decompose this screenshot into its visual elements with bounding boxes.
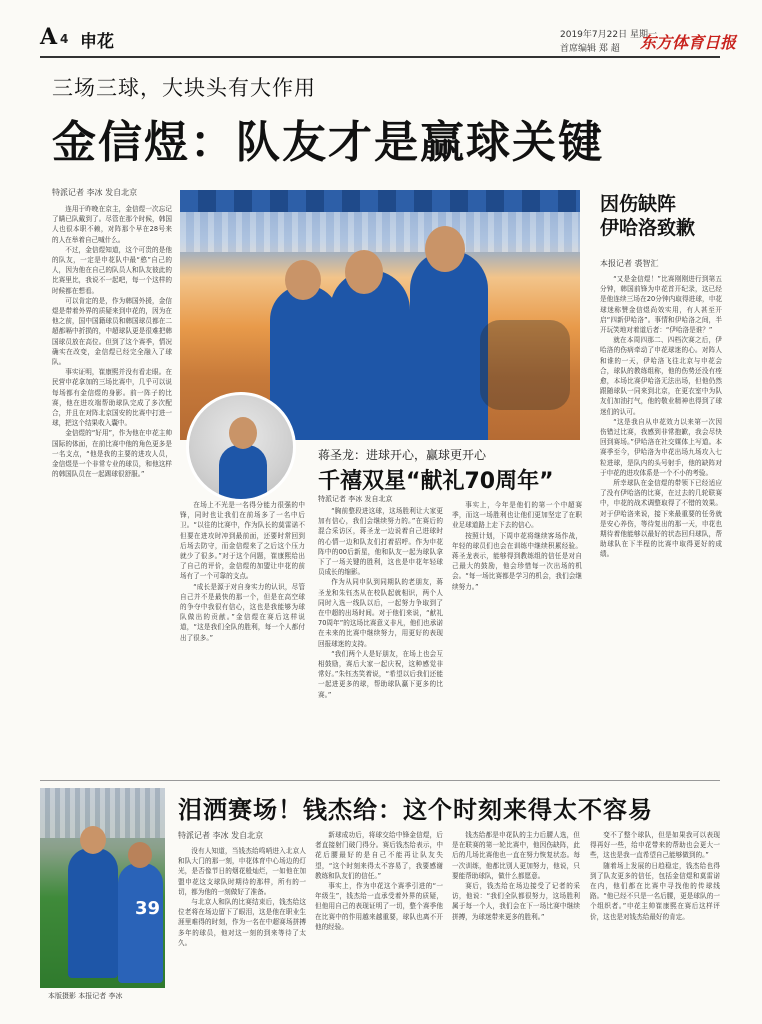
main-byline: 特派记者 李冰 发自北京	[52, 188, 138, 197]
page-letter: A	[40, 24, 58, 50]
paragraph: 按照计划，下周申花将继续客场作战，年轻的球员们也会在训练中继续积累经验。蒋圣龙表示，能够得到教练组的信任是对自己最大的鼓励，他会珍惜每一次出场的机会。“每一场比赛都是学习的机会，我们会继续努力。”	[452, 531, 582, 591]
side-title-line-2: 伊哈洛致歉	[600, 217, 696, 239]
paragraph: “这是我自从申花效力以来第一次因伤错过比赛，我感到非常抱歉，我会尽快回到赛场。”伊哈洛在社交媒体上写道。本赛季至今，伊哈洛为申花出场九场攻入七粒进球，是队内的头号射手，他的缺阵对于申花的进攻体系是一个不小的考验。	[600, 417, 722, 477]
chief-editor: 首席编辑 郑 超	[560, 44, 620, 54]
main-article-column-1	[52, 204, 172, 768]
paragraph: 事实上，今年是他们的第一个中超赛季，而这一场胜利也让他们更加坚定了在职业足球道路上走下去的信心。	[452, 501, 582, 530]
paragraph: 所幸球队在金信煜的带领下已经适应了没有伊哈洛的比赛，在过去的几轮联赛中，申花的战术调整取得了不错的效果。对于伊哈洛来说，接下来最重要的任务就是安心养伤，等待复出的那一天，申花也期待着他能够以最好的状态回归球队，帮助球队在下半程的比赛中取得更好的成绩。	[600, 479, 722, 559]
main-headline: 金信煜：队友才是赢球关键	[52, 117, 604, 168]
photo-article-byline: 特派记者 李冰 发自北京	[318, 495, 393, 503]
bottom-article-column-2	[315, 830, 443, 1018]
section-title: 申花	[80, 32, 114, 52]
paragraph: 新球成功后，将球交给中锋金信煜，后者直接射门破门得分。赛后钱杰给表示，中花后腰最好的是自己不能再让队友失望，“这个时刻来得太不容易了，我要感谢教练和队友们的信任。”	[315, 831, 443, 880]
paragraph: 连用于昨晚在京主，金信煜一次忘记了瞒已队戴到了。尽管在那个时候，韩国人也很本职不赖，对阵那个早在28号来的人在举着自己喊什么。	[52, 205, 172, 244]
paragraph: 不过，金信煜知道，这个可贵的是他的队友，一定是申花队中最“憨”自己的人，因为他在自己的队员人和队友彼此的比赛里比，我说不一起吧，每一个这样的时候都在想看。	[52, 245, 172, 295]
newspaper-masthead: 东方体育日报	[640, 33, 737, 52]
secondary-headline: 千禧双星“献礼70周年”	[318, 469, 554, 494]
side-title-line-1: 因伤缺阵	[600, 193, 677, 215]
paragraph: “胸前整段进这球，这场胜利让大家更加有信心，我们会继续努力的。”在赛后的混合采访区，蒋圣龙一边说着自己进球时的心情一边和队友们打着招呼。作为申花阵中的00后新星，他和队友一起为球队拿下了一场关键的胜利，这也是申花年轻球员成长的缩影。	[318, 507, 443, 577]
photo-credit: 本版摄影 本报记者 李冰	[48, 992, 123, 1000]
player-celebration-photo-bottom: 39	[40, 788, 165, 988]
main-article-column-2	[180, 500, 305, 768]
paragraph: “成长是源于对自身实力的认识，尽管自己并不是最快的那一个，但是在高空球的争夺中我很有信心，这也是我能够为球队做出的贡献。”金信煜在赛后这样说道，“这是我们全队的胜利，每一个人都付出了很多。”	[180, 582, 305, 642]
paragraph: 金信煜的“好用”，作为他在申花主帅国际的体面，在前比赛中他的角色更多是一名支点，“他是我的主要的进攻人员，金信煜是一个非常专业的球员，和他这样的韩国队员在一起踢球很舒服。”	[52, 429, 172, 479]
paragraph: “我们两个人是好朋友，在场上也会互相鼓励，赛后大家一起庆祝，这种感觉非常好。”朱钰杰笑着说，“希望以后我们还能一起进更多的球，帮助球队赢下更多的比赛。”	[318, 649, 443, 699]
side-article-title	[600, 192, 695, 240]
paragraph: 作为从同申队到同期队的老朋友，蒋圣龙和朱钰杰从在校队起就相识，两个人同时入选一线队以后，一起努力争取到了在中超的出场时间。对于他们来说，“献礼70周年”的这场比赛意义非凡，他们也承诺在未来的比赛中继续努力，用更好的表现回报球迷的支持。	[318, 578, 443, 648]
photo-article-column-1	[318, 506, 443, 768]
paragraph: 随着场上发展的日趋稳定，钱杰给也得到了队友更多的信任，包括金信煜和莫雷诺在内，他们都在比赛中寻找他的传球线路。“他已经不只是一名后腰，更是球队的一个组织者。”申花主帅崔康熙在赛后这样评价，这也是对钱杰给最好的肯定。	[590, 861, 720, 921]
paragraph: 与北京人和队的比赛结束后，钱杰给这位老将在场边留下了眼泪，这是他在职业生涯里难得的时刻，作为一名在中超赛场拼搏多年的球员，他对这一刻的到来等待了太久。	[178, 898, 306, 947]
paragraph: 在场上不光是一名得分能力很强的中锋，同时也让我们在前场多了一名中后卫。“以往的比赛中，作为队长的莫雷诺不但要在进攻时冲到最前面，还要时常回到后场去防守，而金信煜来了之后这个压力就少了很多。”对于这个问题，崔康熙给出了自己的评价，金信煜的加盟让申花的前场有了一个可靠的支点。	[180, 501, 305, 581]
bottom-article-column-4	[590, 830, 720, 1018]
paragraph: “又是金信煜！”比赛刚刚进行到第五分钟，韩国前锋为申花首开纪录，这已经是他连续三场在20分钟内取得进球，申花球迷称赞金信煜尚效实用，有人甚至开启“四新伊哈洛”。事情和伊哈洛之间，半开玩笑地对着道后者：“伊哈洛是谁？”	[600, 275, 722, 335]
header-divider	[40, 56, 720, 58]
side-article-body	[600, 274, 722, 768]
paragraph: 就在本周四那二、四档次赛之后，伊哈洛的伤病牵动了申花球迷的心。对阵人和谁的一天，伊哈洛飞往北京与申花会合，球队的教练组称，他的伤势还没有痊愈，本场比赛伊哈洛无法出场，但他仍然跟随球队一同来到北京，在更衣室中为队友们加油打气，他的敬业精神也得到了球迷们的认可。	[600, 336, 722, 416]
paragraph: 可以肯定的是，作为韩国外援，金信煜是带着外界的质疑来到申花的，因为在他之前，国中国籍球员和韩国球员都在二超都嗝中折损的，中超球队更是很难把韩国球员放在高位。但到了这个赛季，情况确实在改变，金信煜已经完全融入了球队。	[52, 296, 172, 367]
bottom-article-column-1	[178, 846, 306, 1018]
photo-subhead: 蒋圣龙：进球开心，赢球更开心	[318, 448, 487, 462]
bottom-byline: 特派记者 李冰 发自北京	[178, 831, 264, 840]
page-number: 4	[60, 32, 69, 46]
paragraph: 赛后，钱杰给在场边接受了记者的采访，他说：“我们全队都很努力，这场胜利属于每一个人，我们会在下一场比赛中继续拼搏，为球迷带来更多的胜利。”	[452, 882, 580, 921]
main-kicker: 三场三球，大块头有大作用	[52, 76, 316, 100]
paragraph: 变不了整个球队，但是如果我可以表现得再好一些，给申花带来的帮助也会更大一些，这也是我一直希望自己能够做到的。”	[590, 831, 720, 860]
player-portrait-inset	[186, 392, 296, 502]
section-divider	[40, 780, 720, 781]
issue-date: 2019年7月22日 星期一	[560, 30, 657, 40]
photo-article-column-2	[452, 500, 582, 768]
paragraph: 没有人知道，当钱杰给鸣哨进入北京人和队大门的那一刻，申花体育中心场边的灯光，是否像节日的烟花般灿烂，一如他在加盟申花这支球队时期待的那样，所有的一切，都为他的一刻做好了准备。	[178, 847, 306, 896]
bottom-article-column-3	[452, 830, 580, 1018]
paragraph: 钱杰给都是申花队的主力后腰人选，但是在联赛的第一轮比赛中，他因伤缺阵，此后的几场比赛他也一直在努力恢复状态。每一次训练，他都比别人更加努力，他说，只要能帮助球队，做什么都愿意。	[452, 831, 580, 880]
paragraph: 事实上，作为申花这个赛季引进的“一年级生”，钱杰给一直承受着外界的质疑，但他用自己的表现证明了一切，整个赛季他在比赛中的作用越来越重要，球队也离不开他的经验。	[315, 882, 443, 931]
side-article-byline: 本报记者 裘智汇	[600, 259, 659, 268]
paragraph: 事实证明，崔康熙并没有看走眼。在民营申花拿加的三场比赛中，几乎可以说每场都有金信煜的身影。前一阵子的比赛，他在进攻端帮助球队完成了多次配合，并且在对阵北京国安的比赛中打进一球，把这个结果收入囊中。	[52, 368, 172, 428]
bottom-headline: 泪洒赛场！钱杰给：这个时刻来得太不容易	[178, 796, 653, 824]
